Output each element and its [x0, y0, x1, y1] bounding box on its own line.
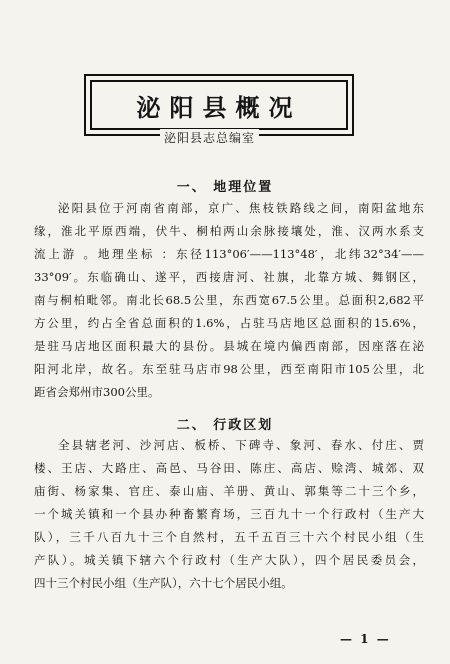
text-line: 四十三个村民小组（生产队），六十七个居民小组。 — [34, 576, 293, 590]
text-line: 南与桐柏毗邻。南北长68.5公里，东西宽67.5公里。总面积2,682平 — [34, 293, 424, 307]
page-number: — 1 — — [340, 632, 391, 646]
text-line: 队），三千八百九十三个自然村，五千五百三十六个村民小组（生 — [34, 530, 424, 544]
text-line: 距省会郑州市300公里。 — [34, 385, 160, 399]
section-heading-administration: 二、 行政区划 — [176, 418, 274, 433]
section-heading-geography: 一、 地理位置 — [176, 180, 274, 195]
text-line: 缘，淮北平原西端，伏牛、桐柏两山余脉接壤处，淮、汉两水系支 — [34, 224, 424, 238]
text-line: 全县辖老河、沙河店、板桥、下碑寺、象河、春水、付庄、贾 — [58, 438, 424, 452]
text-line: 庙街、杨家集、官庄、泰山庙、羊册、黄山、郭集等二十三个乡， — [34, 484, 424, 498]
text-line: 产队）。城关镇下辖六个行政村（生产大队），四个居民委员会， — [34, 553, 424, 567]
title-frame — [84, 74, 354, 136]
title-frame-inner — [90, 80, 348, 130]
page-title: 泌阳县概况 — [136, 93, 302, 122]
section-body-geography — [34, 197, 424, 404]
author-line: 泌阳县志总编室 — [160, 129, 259, 146]
text-line: 33°09′。东临确山、遂平，西接唐河、社旗，北靠方城、舞钢区， — [34, 270, 424, 284]
section-body-administration — [34, 434, 424, 595]
text-line: 流上游 。地理坐标 ：东径113°06′——113°48′，北纬32°34′—— — [34, 247, 424, 261]
text-line: 方公里，约占全省总面积的1.6%，占驻马店地区总面积的15.6%， — [34, 316, 424, 330]
text-line: 是驻马店地区面积最大的县份。县城在境内偏西南部，因座落在泌 — [34, 339, 424, 353]
text-line: 阳河北岸，故名。东至驻马店市98公里，西至南阳市105公里，北 — [34, 362, 424, 376]
text-line: 楼、王店、大路庄、高邑、马谷田、陈庄、高店、赊湾、城郊、双 — [34, 461, 424, 475]
text-line: 一个城关镇和一个县办种畜繁育场，三百九十一个行政村（生产大 — [34, 507, 424, 521]
text-line: 泌阳县位于河南省南部，京广、焦枝铁路线之间，南阳盆地东 — [58, 201, 424, 215]
